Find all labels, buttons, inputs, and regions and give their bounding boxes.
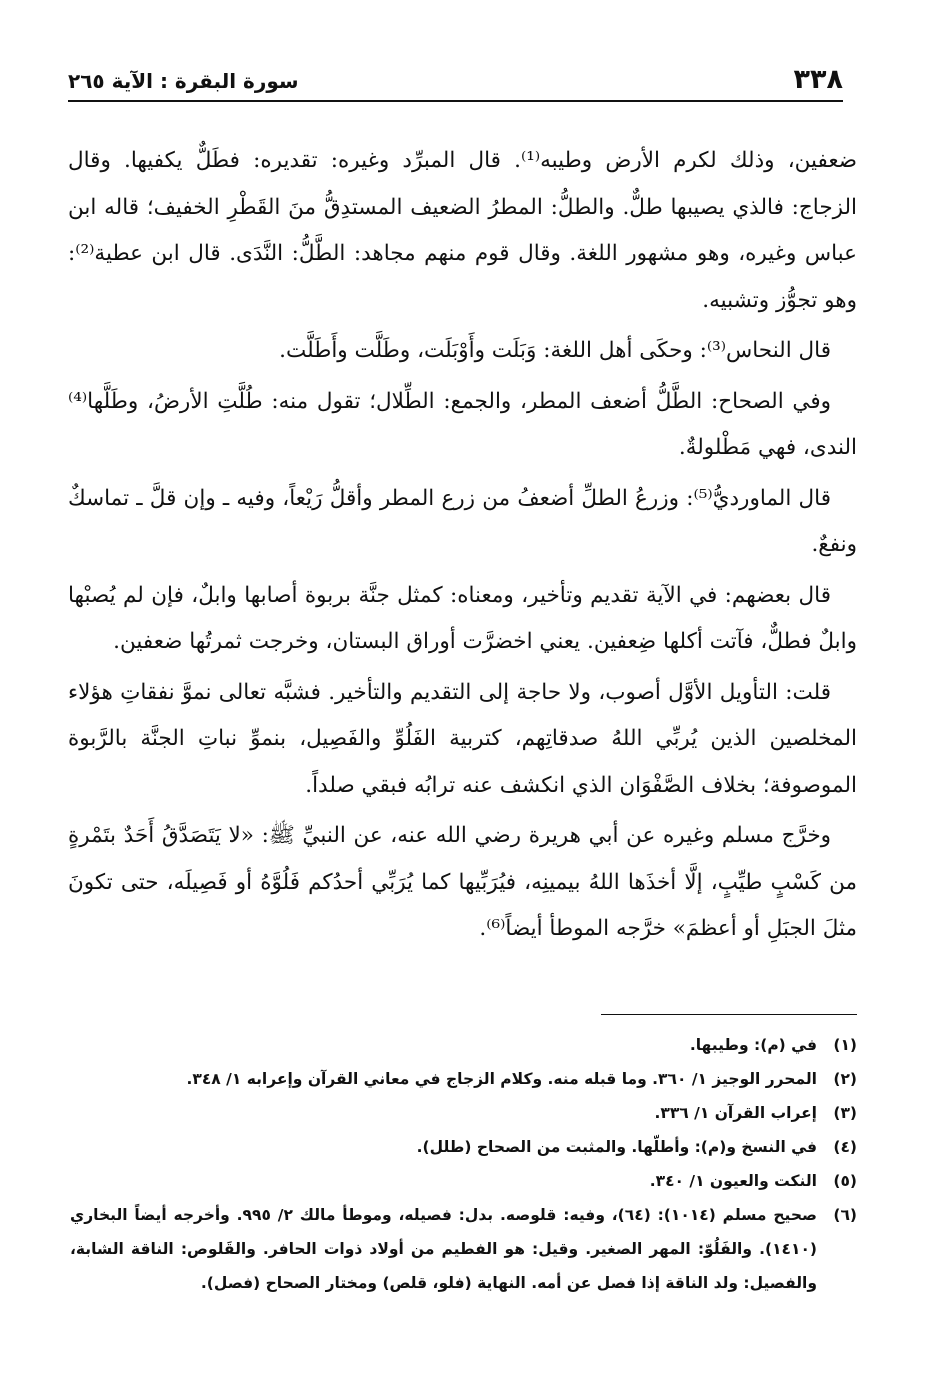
footnote-number: (٥) <box>833 1172 857 1190</box>
footnote-number: (٤) <box>833 1138 857 1156</box>
paragraph: وخرَّج مسلم وغيره عن أبي هريرة رضي الله عنه، عن النبيِّ ﷺ: «لا يَتَصَدَّقُ أَحَدٌ بتَمْرةٍ من كَسْبٍ طيِّبٍ، إلَّا أخذَها اللهُ بيمينِه، فيُرَبِّيها كما يُرَبِّي أحدُكم فَلُوَّهُ أو فَصِيلَه، حتى تكونَ مثلَ الجبَلِ أو أعظمَ» خرَّجه الموطأ أيضاً⁽⁶⁾. <box>68 823 857 941</box>
footnote <box>70 1198 857 1300</box>
header-rule <box>68 100 843 102</box>
footnote-text: المحرر الوجيز ١/ ٣٦٠. وما قبله منه. وكلام الزجاج في معاني القرآن وإعرابه ١/ ٣٤٨. <box>186 1070 817 1088</box>
paragraph: قال بعضهم: في الآية تقديم وتأخير، ومعناه: كمثل جنَّة بربوة أصابها وابلٌ، فإن لم يُصبْها وابلٌ فطلٌّ، فآتت أكلها ضِعفين. يعني اخضرَّت أوراق البستان، وخرجت ثمرتُها ضعفين. <box>68 582 857 654</box>
footnote <box>70 1096 857 1130</box>
paragraph: ضعفين، وذلك لكرم الأرض وطيبه⁽¹⁾. قال المبرِّد وغيره: تقديره: فطَلٌّ يكفيها. وقال الزجاج: فالذي يصيبها طلٌّ. والطلُّ: المطرُ الضعيف المستدِقُّ منَ القَطْرِ الخفيف؛ قاله ابن عباس وغيره، وهو مشهور اللغة. وقال قوم منهم مجاهد: الطَّلُّ: النَّدَى. قال ابن عطية⁽²⁾: وهو تجوُّز وتشبيه. <box>68 148 858 313</box>
footnote <box>70 1164 857 1198</box>
footnote-divider <box>601 1014 857 1015</box>
footnote-text: في (م): وطيبها. <box>689 1036 817 1054</box>
paragraph: قال النحاس⁽³⁾: وحكَى أهل اللغة: وَبَلَت وأَوْبَلَت، وطَلَّت وأَطَلَّت. <box>279 338 831 363</box>
paragraph: وفي الصحاح: الطَّلُّ أضعف المطر، والجمع: الطِّلال؛ تقول منه: طُلَّتِ الأرضُ، وطَلَّها⁽⁴⁾ الندى، فهي مَطْلولةٌ. <box>68 388 857 460</box>
paragraph: قلت: التأويل الأوَّل أصوب، ولا حاجة إلى التقديم والتأخير. فشبَّه تعالى نموَّ نفقاتِ هؤلاء المخلصين الذين يُربِّي اللهُ صدقاتِهم، كتربية الفَلُوِّ والفَصِيل، بنموِّ نباتِ الجنَّة بالرَّبوة الموصوفة؛ بخلاف الصَّفْوَان الذي انكشف عنه ترابُه فبقي صلداً. <box>68 679 857 798</box>
footnote <box>70 1062 857 1096</box>
footnote-text: صحيح مسلم (١٠١٤): (٦٤)، وفيه: قلوصه. بدل: فصيله، وموطأ مالك ٢/ ٩٩٥. وأخرجه أيضاً البخاري (١٤١٠). والفَلُوّ: المهر الصغير. وقيل: هو الفطيم من أولاد ذوات الحافر. والقَلوص: الناقة الشابة، والفصيل: ولد الناقة إذا فصل عن أمه. النهاية (فلو، قلص) ومختار الصحاح (فصل). <box>70 1206 818 1292</box>
page-number: ٣٣٨ <box>793 64 843 95</box>
footnote-number: (٣) <box>833 1104 857 1122</box>
footnote-number: (١) <box>833 1036 857 1054</box>
page-header <box>68 62 843 102</box>
footnote-text: إعراب القرآن ١/ ٣٣٦. <box>654 1104 817 1122</box>
running-head: سورة البقرة : الآية ٢٦٥ <box>68 69 299 93</box>
footnote-text: النكت والعيون ١/ ٣٤٠. <box>649 1172 817 1190</box>
paragraph: قال الماورديُّ⁽⁵⁾: وزرعُ الطلِّ أضعفُ من زرع المطر وأقلُّ رَيْعاً، وفيه ـ وإن قلَّ ـ تماسكٌ ونفعٌ. <box>68 485 857 557</box>
body-text <box>68 138 857 957</box>
footnote-text: في النسخ و(م): وأطلّها. والمثبت من الصحاح (طلل). <box>416 1138 817 1156</box>
footnotes <box>70 1028 857 1300</box>
footnote-number: (٦) <box>833 1206 857 1224</box>
footnote <box>70 1028 857 1062</box>
footnote <box>70 1130 857 1164</box>
footnote-number: (٢) <box>833 1070 857 1088</box>
